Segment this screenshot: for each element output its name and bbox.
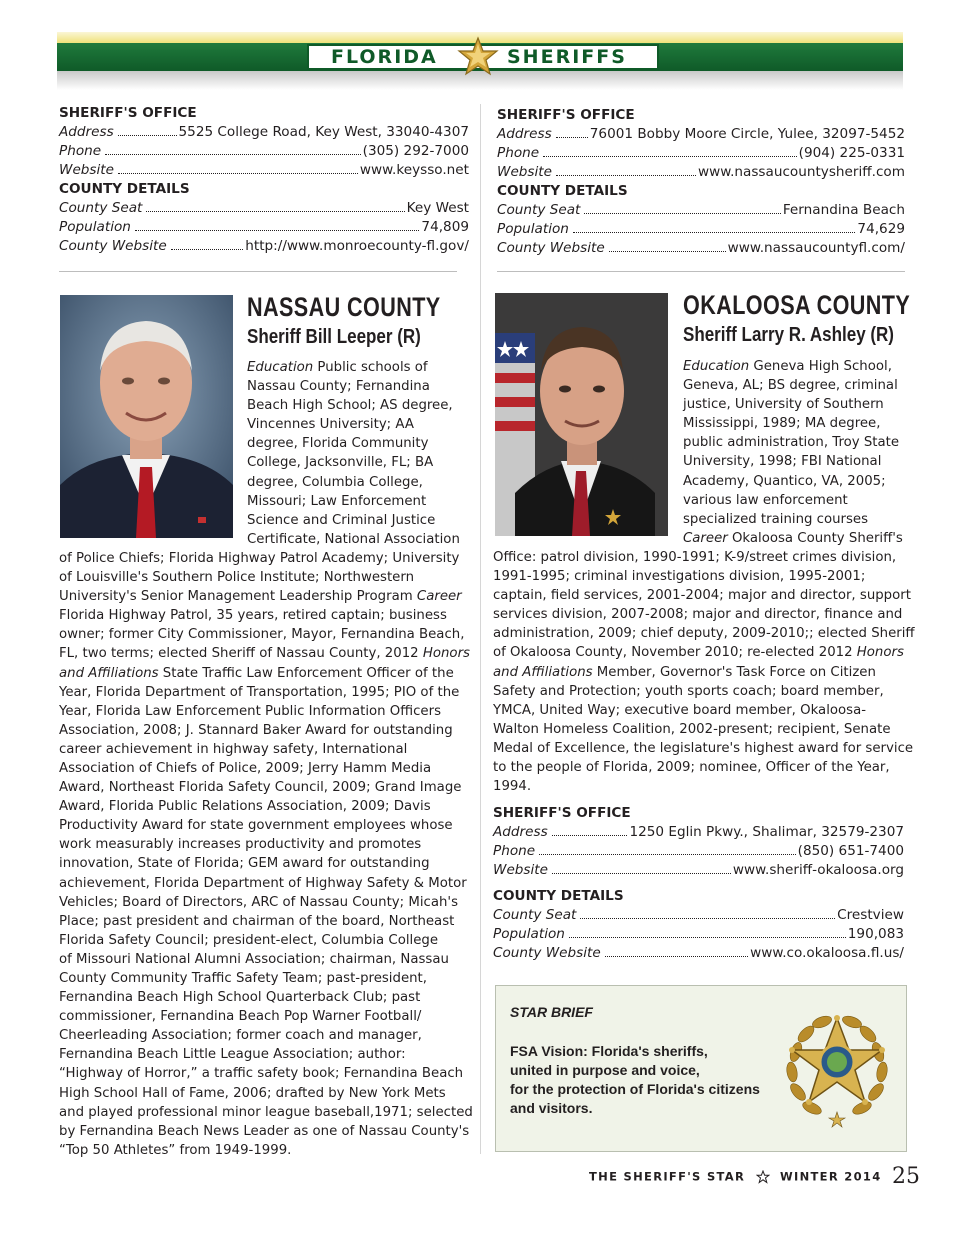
bio-line: Missouri; Law Enforcement <box>247 493 427 509</box>
county-seat-label: County Seat <box>497 202 581 218</box>
issue-label: WINTER 2014 <box>780 1169 882 1184</box>
county-seat-value: Key West <box>406 200 469 216</box>
bio-line: work measurably increases productivity and promotes <box>59 837 422 853</box>
star-brief-line: for the protection of Florida's citizens <box>510 1081 760 1097</box>
bio-line: various law enforcement <box>683 492 848 508</box>
bio-line: Safety and Protection; youth sports coach; board member, <box>493 683 884 699</box>
bio-line: Office: patrol division, 1990-1991; K-9/street crimes division, <box>493 549 897 565</box>
bio-line: Career Okaloosa County Sheriff's <box>683 530 903 546</box>
bio-line: specialized training courses <box>683 511 869 527</box>
bio-line: Productivity Award for state government employees whose <box>59 818 453 834</box>
sheriff-name: Sheriff Larry R. Ashley (R) <box>683 324 894 346</box>
county-website-row <box>59 237 469 256</box>
bio-line: College, Jacksonville, FL; BA <box>247 455 434 471</box>
population-label: Population <box>497 221 569 237</box>
bio-line: of Okaloosa County, November 2010; re-elected 2012 Honors <box>493 645 904 661</box>
county-details-heading: COUNTY DETAILS <box>497 183 628 199</box>
bio-line: High School Hall of Fame, 2006; drafted by New York Mets <box>59 1085 446 1101</box>
county-details-heading: COUNTY DETAILS <box>59 181 190 197</box>
county-website-link[interactable]: www.co.okaloosa.fl.us/ <box>750 945 904 961</box>
county-seat-row <box>493 906 904 925</box>
county-website-link[interactable]: http://www.monroecounty-fl.gov/ <box>245 238 469 254</box>
bio-line: administration, 2009; chief deputy, 2009-2010;; elected Sheriff <box>493 626 915 642</box>
bio-line: Award, Florida Public Relations Association, 2009; Davis <box>59 799 431 815</box>
website-label: Website <box>59 162 114 178</box>
sheriff-bio <box>59 358 473 1160</box>
sheriff-star-badge-icon <box>774 1002 900 1128</box>
bio-line: Cheerleading Association; former coach and manager, <box>59 1028 422 1044</box>
bio-line: Nassau County; Fernandina <box>247 379 430 395</box>
phone-value: (904) 225-0331 <box>798 145 905 161</box>
phone-row <box>59 142 469 161</box>
population-row <box>497 220 905 239</box>
county-seat-value: Fernandina Beach <box>782 202 905 218</box>
bio-line: FL, two terms; elected Sheriff of Nassau County, 2012 Honors <box>59 646 470 662</box>
bio-line: of Police Chiefs; Florida Highway Patrol Academy; University <box>59 550 460 566</box>
address-row <box>59 123 469 142</box>
office-heading: SHERIFF'S OFFICE <box>59 105 197 121</box>
bio-line: Association of Chiefs of Police, 2009; Jerry Hamm Media <box>59 760 432 776</box>
monroe-office-info <box>59 104 469 256</box>
address-label: Address <box>497 126 552 142</box>
phone-value: (305) 292-7000 <box>362 143 469 159</box>
bio-line: Medal of Excellence, the legislature's highest award for service <box>493 740 914 756</box>
publication-name: THE SHERIFF'S STAR <box>589 1169 746 1184</box>
column-divider <box>480 104 481 1154</box>
bio-line: Geneva, AL; BS degree, criminal <box>683 378 898 394</box>
bio-line: degree, Columbia College, <box>247 474 423 490</box>
county-website-row <box>497 239 905 258</box>
bio-line: commissioner, Fernandina Beach Pop Warner Football/ <box>59 1009 422 1025</box>
website-row <box>493 861 904 880</box>
website-link[interactable]: www.sheriff-okaloosa.org <box>732 862 904 878</box>
address-row <box>497 125 905 144</box>
population-row <box>493 925 904 944</box>
bio-line: Science and Criminal Justice <box>247 512 436 528</box>
bio-line: owner; former City Commissioner, Mayor, Fernandina Beach, <box>59 627 465 643</box>
bio-line: “Top 50 Athletes” from 1949-1999. <box>59 1142 292 1158</box>
county-website-label: County Website <box>497 240 605 256</box>
header-title-right: SHERIFFS <box>507 46 627 68</box>
bio-line: of Missouri National Alumni Association; chairman, Nassau <box>59 951 449 967</box>
bio-line: achievement, Florida Department of Highway Safety & Motor <box>59 875 467 891</box>
bio-line: and Affiliations State Traffic Law Enforcement Officer of the <box>59 665 454 681</box>
bio-line: Award, Northeast Florida Safety Council, 2009; Grand Image <box>59 780 462 796</box>
star-brief-line: FSA Vision: Florida's sheriffs, <box>510 1043 708 1059</box>
sheriff-name: Sheriff Bill Leeper (R) <box>247 326 421 348</box>
address-value: 1250 Eglin Pkwy., Shalimar, 32579-2307 <box>629 824 904 840</box>
population-value: 74,809 <box>421 219 469 235</box>
population-row <box>59 218 469 237</box>
bio-line: and played professional minor league baseball,1971; selected <box>59 1104 473 1120</box>
website-label: Website <box>497 164 552 180</box>
okaloosa-office-info <box>493 804 904 963</box>
bio-line: career achievement in highway safety, International <box>59 741 408 757</box>
bio-line: Certificate, National Association <box>247 531 460 547</box>
bio-line: Florida Safety Council; president-elect, Columbia College <box>59 932 439 948</box>
county-seat-label: County Seat <box>59 200 143 216</box>
page-number: 25 <box>891 1164 920 1189</box>
bio-line: Beach High School; AS degree, <box>247 398 453 414</box>
county-seat-row <box>497 201 905 220</box>
address-value: 5525 College Road, Key West, 33040-4307 <box>178 124 469 140</box>
address-row <box>493 823 904 842</box>
star-brief-line: united in purpose and voice, <box>510 1062 700 1078</box>
address-value: 76001 Bobby Moore Circle, Yulee, 32097-5452 <box>589 126 905 142</box>
bio-line: 1994. <box>493 779 532 795</box>
county-seat-value: Crestview <box>837 907 904 923</box>
bio-line: Place; past president and chairman of the board, Northeast <box>59 913 455 929</box>
gold-star-icon <box>457 36 499 78</box>
bio-line: Year, Florida Law Enforcement Public Information Officers <box>59 703 442 719</box>
star-brief-body <box>510 1042 760 1118</box>
bio-line: innovation, State of Florida; GEM award for outstanding <box>59 856 430 872</box>
address-label: Address <box>59 124 114 140</box>
bio-line: County Community Traffic Safety Team; past-president, <box>59 971 427 986</box>
population-label: Population <box>493 926 565 942</box>
nassau-office-info <box>497 106 905 258</box>
bio-line: Vincennes University; AA <box>247 417 414 433</box>
star-brief-title: STAR BRIEF <box>510 1004 593 1020</box>
bio-line: YMCA, United Way; executive board member, Okaloosa- <box>493 702 867 718</box>
bio-line: Walton Homeless Coalition, 2002-present; recipient, Senate <box>493 721 891 737</box>
county-website-link[interactable]: www.nassaucountyfl.com/ <box>727 240 905 256</box>
population-label: Population <box>59 219 131 235</box>
website-row <box>59 161 469 180</box>
bio-line: degree, Florida Community <box>247 436 429 452</box>
star-brief-line: and visitors. <box>510 1100 593 1116</box>
website-label: Website <box>493 862 548 878</box>
bio-line: Mississippi, 1989; MA degree, <box>683 416 881 432</box>
bio-line: and Affiliations Member, Governor's Task Force on Citizen <box>493 664 876 680</box>
phone-label: Phone <box>493 843 536 859</box>
office-heading: SHERIFF'S OFFICE <box>497 107 635 123</box>
website-link[interactable]: www.nassaucountysheriff.com <box>697 164 905 180</box>
outline-star-icon <box>756 1170 770 1184</box>
county-seat-row <box>59 199 469 218</box>
bio-line: Florida Highway Patrol, 35 years, retired captain; business <box>59 608 447 624</box>
header-banner <box>57 32 903 90</box>
county-title: OKALOOSA COUNTY <box>683 290 911 320</box>
website-link[interactable]: www.keysso.net <box>359 162 469 178</box>
bio-line: University's Senior Management Leadership Program Career <box>59 589 462 605</box>
divider <box>59 271 457 272</box>
bio-line: Education Geneva High School, <box>683 359 892 374</box>
bio-line: Fernandina Beach High School Quarterback Club; past <box>59 990 421 1006</box>
bio-line: by Fernandina Beach News Leader as one of Nassau County's <box>59 1123 470 1139</box>
website-row <box>497 163 905 182</box>
star-brief-box <box>495 985 907 1152</box>
bio-line: Fernandina Beach Little League Association; author: <box>59 1047 406 1063</box>
bio-line: Year, Florida Department of Transportation, 1995; PIO of the <box>59 684 460 700</box>
bio-line: captain, field services, 2001-2004; major and director, support <box>493 588 911 604</box>
county-website-label: County Website <box>493 945 601 961</box>
county-details-heading: COUNTY DETAILS <box>493 888 624 904</box>
page-footer <box>589 1164 920 1189</box>
bio-line: to the people of Florida, 2009; nominee, Officer of the Year, <box>493 759 890 775</box>
office-heading: SHERIFF'S OFFICE <box>493 805 631 821</box>
phone-label: Phone <box>59 143 102 159</box>
address-label: Address <box>493 824 548 840</box>
bio-line: justice, University of Southern <box>683 397 884 413</box>
phone-row <box>493 842 904 861</box>
divider <box>497 271 905 272</box>
bio-line: of Louisville's Southern Police Institute; Northwestern <box>59 570 414 586</box>
bio-line: “Highway of Horror,” a traffic safety book; Fernandina Beach <box>59 1066 464 1082</box>
bio-line: 1991-1995; criminal investigations division, 1995-2001; <box>493 569 866 585</box>
bio-line: Association, 2008; J. Stannard Baker Award for outstanding <box>59 722 453 738</box>
sheriff-bio <box>493 357 915 796</box>
bio-line: University, 1998; FBI National <box>683 454 882 470</box>
phone-row <box>497 144 905 163</box>
county-website-label: County Website <box>59 238 167 254</box>
bio-line: services division, 2007-2008; major and director, finance and <box>493 607 903 623</box>
bio-line: Academy, Quantico, VA, 2005; <box>683 473 886 489</box>
bio-line: public administration, Troy State <box>683 435 900 451</box>
population-value: 190,083 <box>847 926 904 942</box>
phone-label: Phone <box>497 145 540 161</box>
county-title: NASSAU COUNTY <box>247 292 441 322</box>
population-value: 74,629 <box>857 221 905 237</box>
county-website-row <box>493 944 904 963</box>
phone-value: (850) 651-7400 <box>797 843 904 859</box>
county-seat-label: County Seat <box>493 907 577 923</box>
header-title-left: FLORIDA <box>331 46 438 68</box>
bio-line: Vehicles; Board of Directors, ARC of Nassau County; Micah's <box>59 894 459 910</box>
bio-line: Education Public schools of <box>247 360 428 375</box>
